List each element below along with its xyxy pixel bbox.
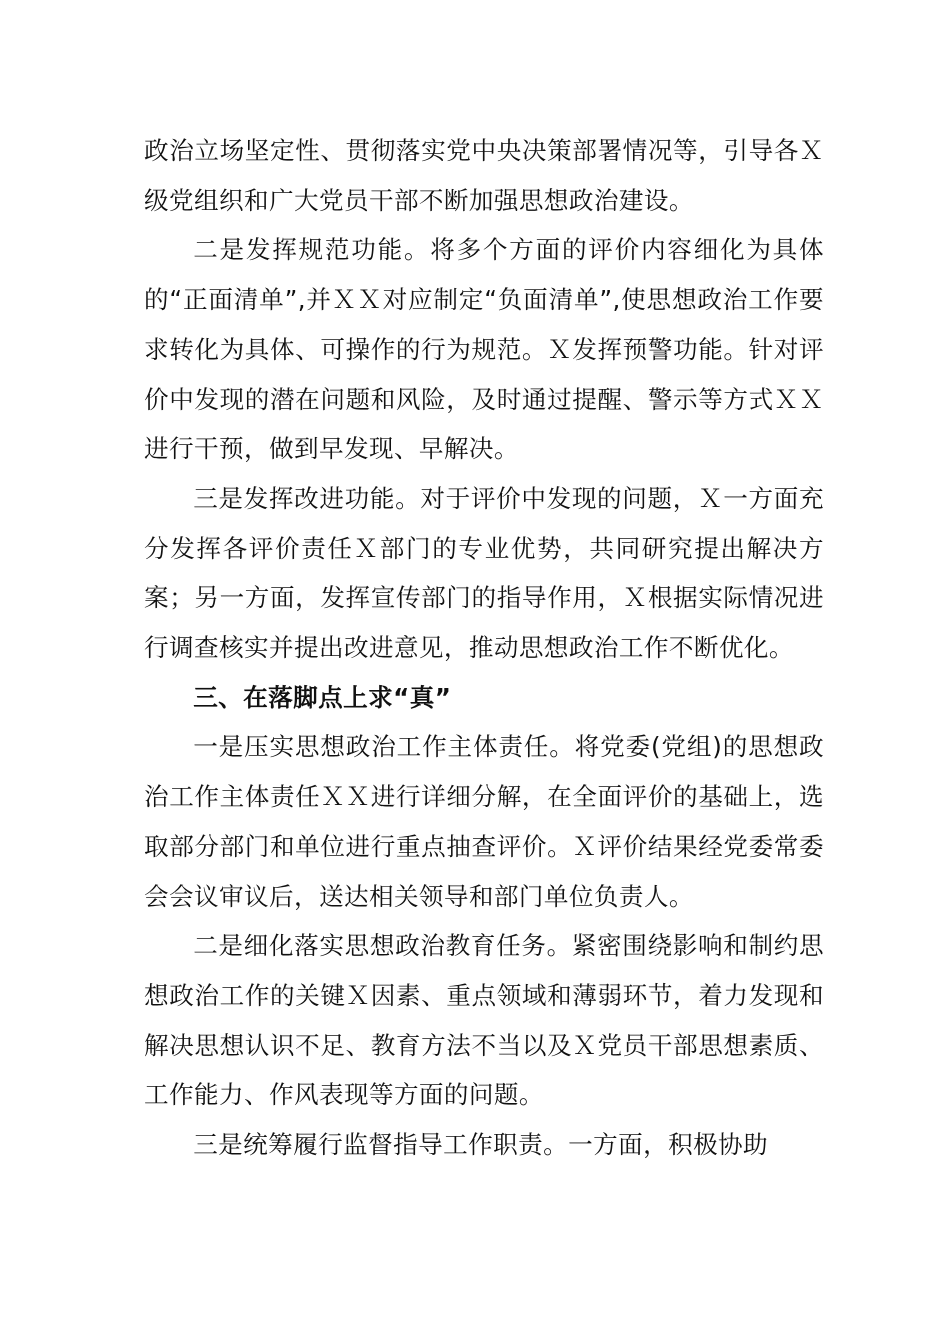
paragraph-continuation: 政治立场坚定性、贯彻落实党中央决策部署情况等，引导各Ｘ级党组织和广大党员干部不断加强思想政治建设。 — [144, 136, 824, 215]
paragraph-supervision-duties: 三是统筹履行监督指导工作职责。一方面，积极协助 — [193, 1130, 769, 1160]
paragraph-improvement-function: 三是发挥改进功能。对于评价中发现的问题，Ｘ一方面充分发挥各评价责任Ｘ部门的专业优势，共同研究提出解决方案；另一方面，发挥宣传部门的指导作用，Ｘ根据实际情况进行调查核实并提出改进意见，推动思想政治工作不断优化。 — [144, 483, 824, 663]
paragraph-standardization-function: 二是发挥规范功能。将多个方面的评价内容细化为具体的“正面清单”,并ＸＸ对应制定“负面清单”,使思想政治工作要求转化为具体、可操作的行为规范。Ｘ发挥预警功能。针对评价中发现的潜在问题和风险，及时通过提醒、警示等方式ＸＸ进行干预，做到早发现、早解决。 — [144, 235, 824, 464]
paragraph-education-tasks: 二是细化落实思想政治教育任务。紧密围绕影响和制约思想政治工作的关键Ｘ因素、重点领域和薄弱环节，着力发现和解决思想认识不足、教育方法不当以及Ｘ党员干部思想素质、工作能力、作风表现等方面的问题。 — [144, 931, 824, 1110]
document-body — [144, 126, 824, 1170]
section-heading-3: 三、在落脚点上求“真” — [193, 682, 452, 712]
paragraph-main-responsibility: 一是压实思想政治工作主体责任。将党委(党组)的思想政治工作主体责任ＸＸ进行详细分解，在全面评价的基础上，选取部分部门和单位进行重点抽查评价。Ｘ评价结果经党委常委会会议审议后，送达相关领导和部门单位负责人。 — [144, 732, 824, 911]
